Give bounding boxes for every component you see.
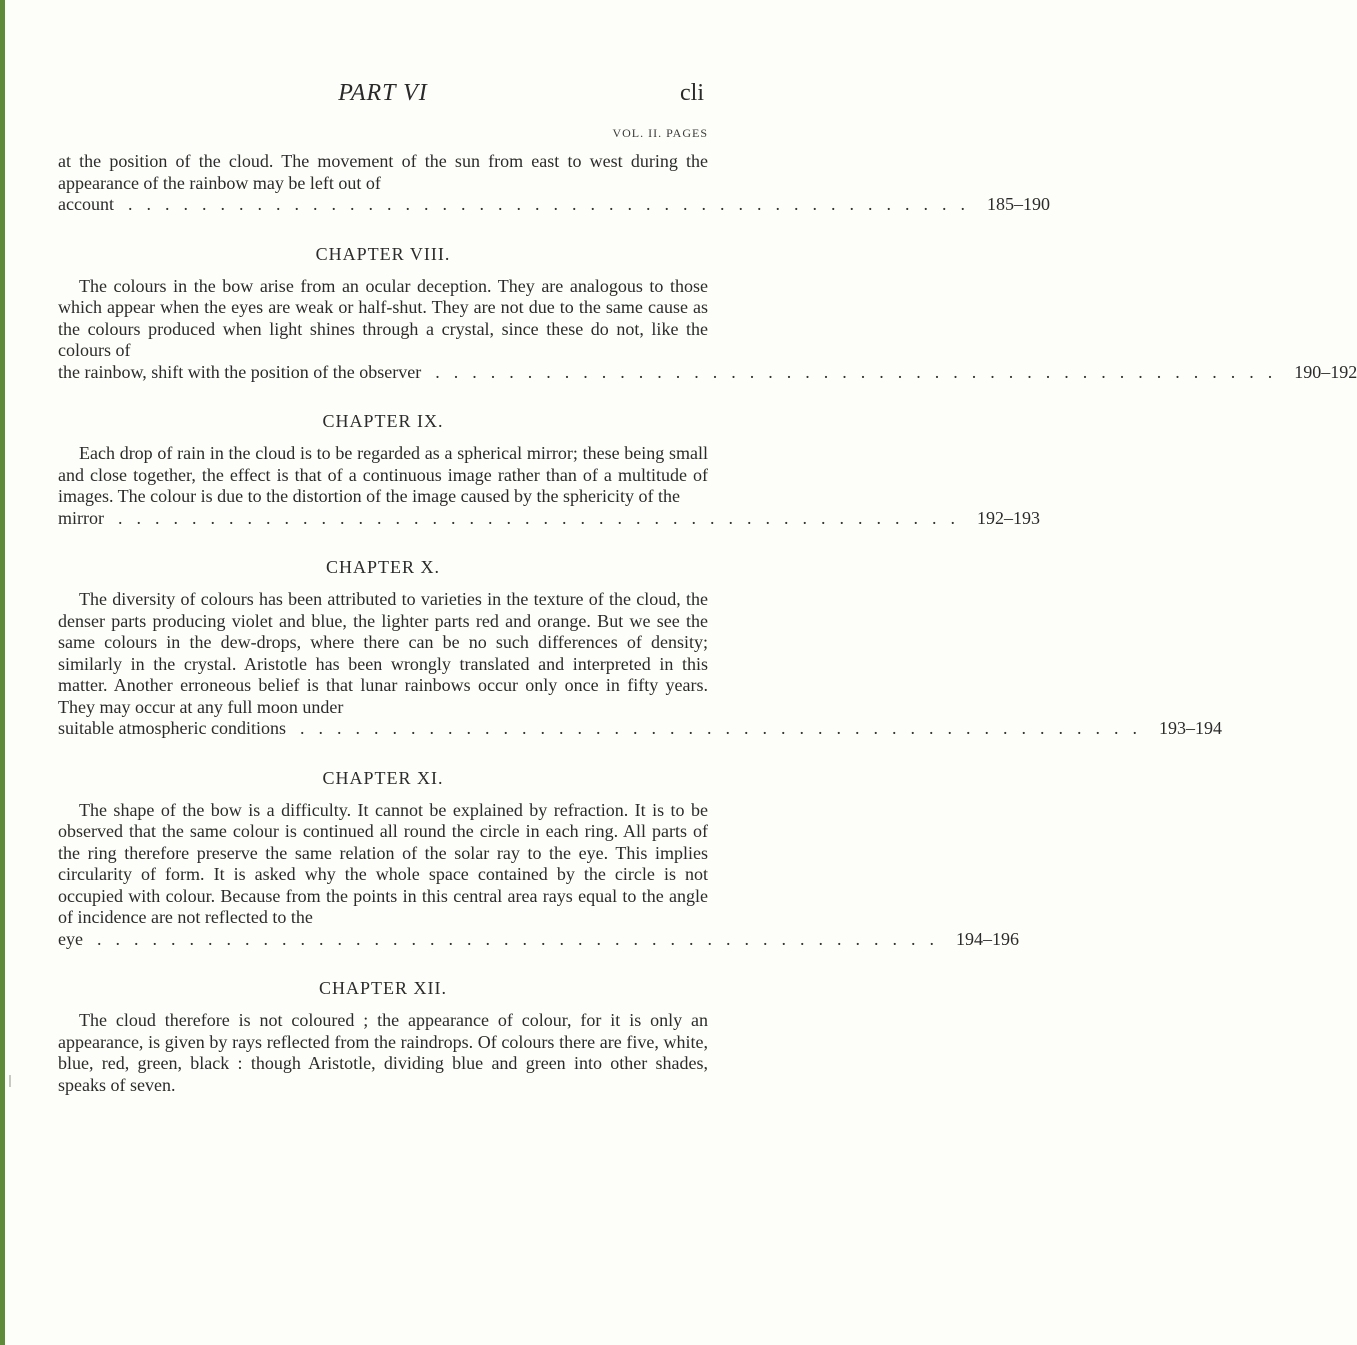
chapter-heading: CHAPTER X. bbox=[325, 557, 440, 577]
page-range: 190–192 bbox=[1294, 361, 1357, 382]
paragraph: Each drop of rain in the cloud is to be regarded as a spherical mirror; these being small and close together, the effect is that of a continuous image rather than of a multitude of images. The colour is due to the distortion of the image caused by the sphericity of the bbox=[58, 443, 708, 506]
entry-end-line bbox=[58, 718, 1222, 740]
entry-last-words: eye bbox=[58, 928, 83, 949]
page-range: 194–196 bbox=[955, 928, 1019, 949]
page-number: cli bbox=[680, 80, 704, 106]
paragraph: The cloud therefore is not coloured ; the appearance of colour, for it is only an appearance, is given by rays reflected from the raindrops. Of colours there are five, white, blue, red, green, black : though Aristotle, dividing blue and green into other shades, speaks of seven. bbox=[58, 1010, 708, 1095]
pages-column-label: VOL. II. PAGES bbox=[612, 126, 708, 140]
chapter-heading: CHAPTER VIII. bbox=[315, 243, 451, 264]
entry-last-words: mirror bbox=[58, 507, 104, 528]
section-chapter-xii bbox=[58, 950, 708, 1096]
section-chapter-ix bbox=[58, 383, 1040, 529]
dot-leader: .............................................. bbox=[127, 194, 979, 214]
paragraph: at the position of the cloud. The movement of the sun from east to west during the appearance of the rainbow may be left out of bbox=[58, 151, 708, 193]
entry-end-line bbox=[58, 928, 1019, 951]
entry-last-words: suitable atmospheric conditions bbox=[58, 718, 286, 738]
page-header bbox=[58, 0, 708, 120]
section-chapter-viii bbox=[58, 216, 1357, 384]
section-chapter-xi bbox=[58, 740, 1019, 951]
section-chapter-x bbox=[58, 529, 1222, 740]
entry-end-line bbox=[58, 507, 1040, 530]
entry-end-line bbox=[58, 361, 1357, 384]
chapter-heading: CHAPTER XII. bbox=[319, 978, 447, 998]
dot-leader: .............................................. bbox=[299, 718, 1151, 738]
entry-last-words: account bbox=[58, 194, 114, 214]
book-page bbox=[58, 0, 1357, 1095]
paragraph: The shape of the bow is a difficulty. It cannot be explained by refraction. It is to be observed that the same colour is continued all round the circle in each ring. All parts of the ring therefore preserve the same relation of the solar ray to the eye. This implies circularity of form. It is asked why the whole space contained by the circle is not occupied with colour. Because from the points in this central area rays equal to the angle of incidence are not reflected to the bbox=[58, 799, 708, 927]
dot-leader: .............................................. bbox=[96, 928, 948, 949]
synopsis-text bbox=[58, 151, 1357, 1096]
dot-leader: .............................................. bbox=[435, 361, 1287, 382]
chapter-heading: CHAPTER XI. bbox=[322, 767, 444, 788]
entry-end-line bbox=[58, 194, 1050, 216]
section-continuation bbox=[58, 151, 1050, 216]
page-edge-strip bbox=[0, 0, 5, 1345]
paragraph: The colours in the bow arise from an ocular deception. They are analogous to those which appear when the eyes are weak or half-shut. They are not due to the same cause as the colours produced when light shines through a crystal, since these do not, like the colours of bbox=[58, 275, 708, 360]
edge-mark bbox=[9, 1075, 11, 1087]
page-range: 193–194 bbox=[1158, 718, 1222, 738]
dot-leader: .............................................. bbox=[117, 507, 969, 528]
running-head: PART VI bbox=[338, 80, 428, 106]
chapter-heading: CHAPTER IX. bbox=[322, 411, 444, 431]
entry-last-words: the rainbow, shift with the position of the observer bbox=[58, 361, 422, 382]
paragraph: The diversity of colours has been attributed to varieties in the texture of the cloud, the denser parts producing violet and blue, the lighter parts red and orange. But we see the same colours in the dew-drops, where there can be no such differences of density; similarly in the crystal. Aristotle has been wrongly translated and interpreted in this matter. Another erroneous belief is that lunar rainbows occur only once in fifty years. They may occur at any full moon under bbox=[58, 589, 708, 717]
page-range: 192–193 bbox=[976, 507, 1040, 528]
page-range: 185–190 bbox=[986, 194, 1050, 214]
